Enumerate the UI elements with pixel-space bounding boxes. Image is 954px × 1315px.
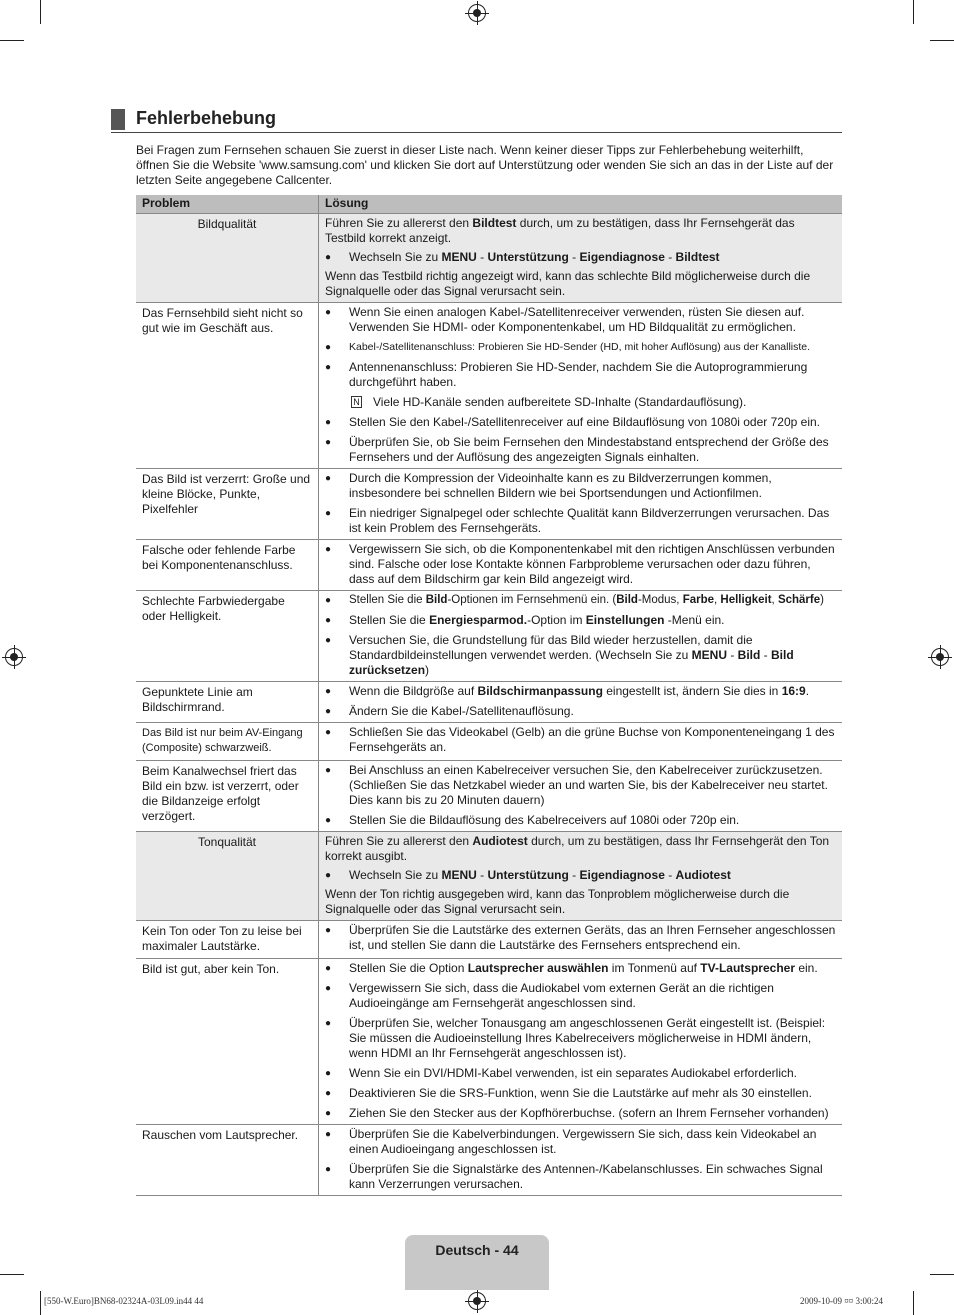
crop-mark [40,1291,41,1315]
list-item: ● Wenn Sie einen analogen Kabel-/Satellitenreceiver verwenden, rüsten Sie diesen auf. Verwenden Sie HDMI- oder Komponentenkabel, um HD Bildqualität zu ermöglichen. [325,305,836,335]
list-item: ● Durch die Kompression der Videoinhalte kann es zu Bildverzerrungen kommen, insbesondere bei schnellen Bildern wie bei Sportsendungen und Actionfilmen. [325,471,836,501]
problem-cell: Kein Ton oder Ton zu leise bei maximaler Lautstärke. [136,921,319,959]
list-item: ● Versuchen Sie, die Grundstellung für das Bild wieder herzustellen, damit die Standardbildeinstellungen verwendet werden. (Wechseln Sie zu MENU - Bild - Bild zurücksetzen) [325,633,836,678]
note: N Viele HD-Kanäle senden aufbereitete SD-Inhalte (Standardauflösung). [325,395,836,410]
list-item: ● Stellen Sie die Energiesparmod.-Option im Einstellungen -Menü ein. [325,613,836,628]
list-item: ● Stellen Sie die Bildauflösung des Kabelreceivers auf 1080i oder 720p ein. [325,813,836,828]
solution-cell [319,723,843,761]
registration-mark-icon [468,4,486,22]
problem-cell: Bild ist gut, aber kein Ton. [136,959,319,1125]
list-item: ● Deaktivieren Sie die SRS-Funktion, wenn Sie die Lautstärke auf mehr als 30 einstellen. [325,1086,836,1101]
solution-cell [319,832,843,921]
list-item: ● Überprüfen Sie, ob Sie beim Fernsehen den Mindestabstand entsprechend der Größe des Fernsehers und der Auflösung des angezeigten Signals einhalten. [325,435,836,465]
list-item: ● Wechseln Sie zu MENU - Unterstützung - Eigendiagnose - Bildtest [325,250,836,265]
crop-mark [930,40,954,41]
crop-mark [913,0,914,24]
crop-mark [930,1274,954,1275]
table-header-row [136,195,842,214]
list-item: ● Wenn die Bildgröße auf Bildschirmanpassung eingestellt ist, ändern Sie dies in 16:9. [325,684,836,699]
problem-cell: Falsche oder fehlende Farbe bei Komponentenanschluss. [136,540,319,591]
problem-cell: Rauschen vom Lautsprecher. [136,1125,319,1196]
solution-list [325,868,836,883]
solution-list [325,725,836,755]
crop-mark [40,0,41,24]
column-header-solution: Lösung [319,195,843,214]
list-item: ● Kabel-/Satellitenanschluss: Probieren Sie HD-Sender (HD, mit hoher Auflösung) aus der Kanalliste. [325,340,836,355]
registration-mark-icon [5,648,23,666]
solution-cell [319,214,843,303]
solution-cell [319,959,843,1125]
list-item: ● Überprüfen Sie die Lautstärke des externen Geräts, das an Ihren Fernseher angeschlossen ist, und stellen Sie dann die Lautstärke des Fernsehers entsprechend ein. [325,923,836,953]
solution-text: Wenn der Ton richtig ausgegeben wird, kann das Tonproblem möglicherweise durch die Signalquelle oder das Signal verursacht sein. [325,887,790,916]
section-heading [111,106,842,133]
solution-list [325,542,836,587]
list-item: ● Überprüfen Sie, welcher Tonausgang am angeschlossenen Gerät eingestellt ist. (Beispiel: Sie müssen die Audioeinstellung Ihres Kabelreceivers möglicherweise in HDMI ändern, wenn HDMI an Ihr Fernsehgerät angeschlossen ist). [325,1016,836,1061]
problem-cell: Beim Kanalwechsel friert das Bild ein bzw. ist verzerrt, oder die Bildanzeige erfolgt verzögert. [136,761,319,832]
list-item: ● Ändern Sie die Kabel-/Satellitenauflösung. [325,704,836,719]
solution-text: Führen Sie zu allererst den Bildtest durch, um zu bestätigen, dass Ihr Fernsehgerät das Testbild korrekt anzeigt. [325,216,795,245]
table-row [136,959,842,1125]
solution-text: Führen Sie zu allererst den Audiotest durch, um zu bestätigen, dass Ihr Fernsehgerät den Ton korrekt ausgibt. [325,834,830,863]
solution-cell [319,1125,843,1196]
list-item: ● Ein niedriger Signalpegel oder schlechte Qualität kann Bildverzerrungen verursachen. Das ist kein Problem des Fernsehgeräts. [325,506,836,536]
table-row [136,591,842,682]
print-info-right: 2009-10-09 ¤¤ 3:00:24 [800,1296,883,1306]
list-item: ● Vergewissern Sie sich, dass die Audiokabel vom externen Gerät an die richtigen Audioeingänge am Fernsehgerät angeschlossen sind. [325,981,836,1011]
registration-mark-icon [931,648,949,666]
troubleshooting-table [136,195,842,1196]
crop-mark [0,1274,24,1275]
intro-paragraph: Bei Fragen zum Fernsehen schauen Sie zuerst in dieser Liste nach. Wenn keiner dieser Tipps zur Fehlerbehebung weiterhilft, öffnen Sie die Website 'www.samsung.com' und klicken Sie dort auf Unterstützung oder wenden Sie sich an das in der Liste auf der letzten Seite angegebene Callcenter. [136,143,834,187]
registration-mark-icon [468,1292,486,1310]
problem-cell: Das Fernsehbild sieht nicht so gut wie im Geschäft aus. [136,303,319,469]
table-row [136,682,842,723]
list-item: ● Wenn Sie ein DVI/HDMI-Kabel verwenden, ist ein separates Audiokabel erforderlich. [325,1066,836,1081]
list-item: ● Schließen Sie das Videokabel (Gelb) an die grüne Buchse von Komponenteneingang 1 des Fernsehgeräts an. [325,725,836,755]
solution-list [325,471,836,536]
print-info-left: [550-W.Euro]BN68-02324A-03L09.in44 44 [44,1296,204,1306]
crop-mark [0,40,24,41]
table-row [136,832,842,921]
table-row [136,921,842,959]
list-item: ● Wechseln Sie zu MENU - Unterstützung - Eigendiagnose - Audiotest [325,868,836,883]
problem-cell: Gepunktete Linie am Bildschirmrand. [136,682,319,723]
page-number-tab [405,1235,549,1290]
solution-cell [319,761,843,832]
note-icon: N [351,396,362,408]
table-row [136,761,842,832]
list-item: ● Stellen Sie den Kabel-/Satellitenreceiver auf eine Bildauflösung von 1080i oder 720p ein. [325,415,836,430]
page-number: Deutsch - 44 [435,1242,519,1258]
crop-mark [913,1291,914,1315]
table-row [136,303,842,469]
solution-cell [319,303,843,469]
list-item: ● Antennenanschluss: Probieren Sie HD-Sender, nachdem Sie die Autoprogrammierung durchgeführt haben. [325,360,836,390]
table-row [136,469,842,540]
page-title: Fehlerbehebung [136,108,277,128]
solution-list [325,593,836,678]
table-row [136,540,842,591]
table-row [136,1125,842,1196]
solution-list [325,305,836,390]
problem-cell: Tonqualität [136,832,319,921]
problem-cell: Das Bild ist nur beim AV-Eingang (Composite) schwarzweiß. [136,723,319,761]
heading-bar [111,109,125,130]
solution-list [325,923,836,953]
solution-list [325,961,836,1121]
list-item: ● Bei Anschluss an einen Kabelreceiver versuchen Sie, den Kabelreceiver zurückzusetzen. (Schließen Sie das Netzkabel wieder an und warten Sie, bis der Kabelreceiver neu startet. Dies kann bis zu 20 Minuten dauern) [325,763,836,808]
column-header-problem: Problem [136,195,319,214]
solution-list [325,250,836,265]
list-item: ● Überprüfen Sie die Signalstärke des Antennen-/Kabelanschlusses. Ein schwaches Signal kann Verzerrungen verursachen. [325,1162,836,1192]
solution-cell [319,540,843,591]
list-item: ● Überprüfen Sie die Kabelverbindungen. Vergewissern Sie sich, dass kein Videokabel an einen Audioeingang angeschlossen ist. [325,1127,836,1157]
list-item: ● Vergewissern Sie sich, ob die Komponentenkabel mit den richtigen Anschlüssen verbunden sind. Falsche oder lose Kontakte können Farbprobleme verursachen oder dazu führen, dass auf dem Bildschirm gar kein Bild angezeigt wird. [325,542,836,587]
solution-list [325,1127,836,1192]
solution-text: Wenn das Testbild richtig angezeigt wird, kann das schlechte Bild möglicherweise durch die Signalquelle oder das Signal verursacht sein. [325,269,811,298]
list-item: ● Stellen Sie die Option Lautsprecher auswählen im Tonmenü auf TV-Lautsprecher ein. [325,961,836,976]
solution-cell [319,591,843,682]
problem-cell: Bildqualität [136,214,319,303]
solution-cell [319,682,843,723]
list-item: ● Ziehen Sie den Stecker aus der Kopfhörerbuchse. (sofern an Ihrem Fernseher vorhanden) [325,1106,836,1121]
solution-list [325,415,836,465]
solution-cell [319,921,843,959]
solution-cell [319,469,843,540]
problem-cell: Schlechte Farbwiedergabe oder Helligkeit. [136,591,319,682]
solution-list [325,763,836,828]
list-item: ● Stellen Sie die Bild-Optionen im Fernsehmenü ein. (Bild-Modus, Farbe, Helligkeit, Schärfe) [325,593,836,608]
problem-cell: Das Bild ist verzerrt: Große und kleine Blöcke, Punkte, Pixelfehler [136,469,319,540]
table-row [136,214,842,303]
table-row [136,723,842,761]
solution-list [325,684,836,719]
